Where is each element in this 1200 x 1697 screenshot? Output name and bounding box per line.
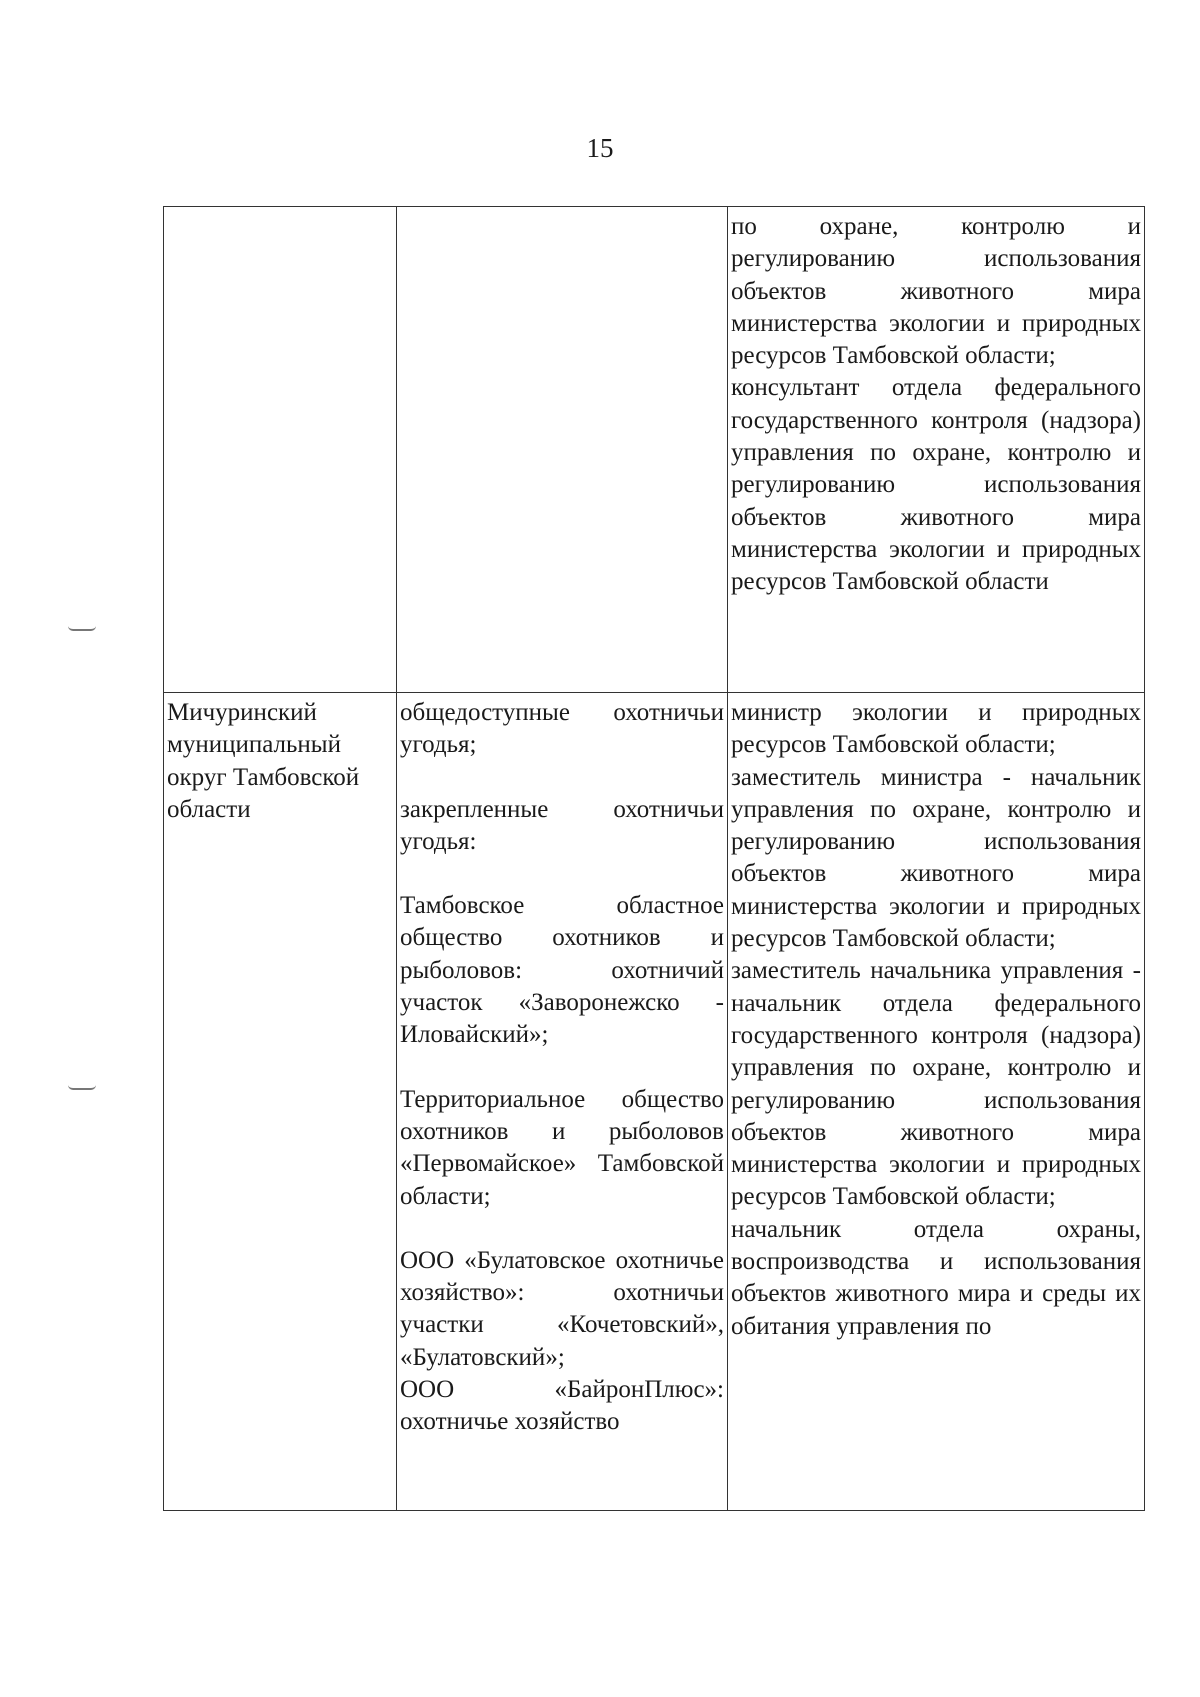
- hunting-grounds-paragraph: закрепленные охотничьи угодья:: [400, 795, 724, 855]
- officials-paragraph: консультант отдела федерального государственного контроля (надзора) управления по охране, контролю и регулированию использования объектов животного мира министерства экологии и природных ресурсов Тамбовской области: [731, 374, 1141, 596]
- table-cell-district: [164, 693, 397, 1511]
- page-number: 15: [586, 133, 614, 163]
- punch-hole-mark: [68, 1085, 96, 1090]
- hunting-grounds-paragraph: Территориальное общество охотников и рыболовов «Первомайское» Тамбовской области;: [400, 1085, 724, 1210]
- table-cell-officials: [728, 207, 1145, 693]
- officials-paragraph: заместитель министра - начальник управления по охране, контролю и регулированию использования объектов животного мира министерства экологии и природных ресурсов Тамбовской области;: [731, 763, 1141, 953]
- hunting-grounds-paragraph: Тамбовское областное общество охотников и рыболовов: охотничий участок «Заворонежско - Иловайский»;: [400, 892, 724, 1049]
- punch-hole-mark: [68, 626, 96, 631]
- table-row: [164, 207, 1145, 693]
- officials-paragraph: начальник отдела охраны, воспроизводства и использования объектов животного мира и среды их обитания управления по: [731, 1215, 1141, 1340]
- table-cell-hunting-grounds: [397, 207, 728, 693]
- officials-paragraph: министр экологии и природных ресурсов Тамбовской области;: [731, 699, 1141, 759]
- document-table: [163, 206, 1145, 1511]
- table-cell-district: [164, 207, 397, 693]
- hunting-grounds-paragraph: ООО «БайронПлюс»: охотничье хозяйство: [400, 1376, 724, 1436]
- hunting-grounds-paragraph: ООО «Булатовское охотничье хозяйство»: охотничьи участки «Кочетовский», «Булатовский»;: [400, 1246, 724, 1371]
- table-row: [164, 693, 1145, 1511]
- officials-paragraph: по охране, контролю и регулированию использования объектов животного мира министерства экологии и природных ресурсов Тамбовской области;: [731, 213, 1141, 370]
- table-cell-officials: [728, 693, 1145, 1511]
- district-text: Мичуринский муниципальный округ Тамбовской области: [167, 699, 360, 823]
- table-cell-hunting-grounds: [397, 693, 728, 1511]
- officials-paragraph: заместитель начальника управления - начальник отдела федерального государственного контроля (надзора) управления по охране, контролю и регулированию использования объектов животного мира министерства экологии и природных ресурсов Тамбовской области;: [731, 957, 1141, 1211]
- hunting-grounds-paragraph: общедоступные охотничьи угодья;: [400, 699, 724, 759]
